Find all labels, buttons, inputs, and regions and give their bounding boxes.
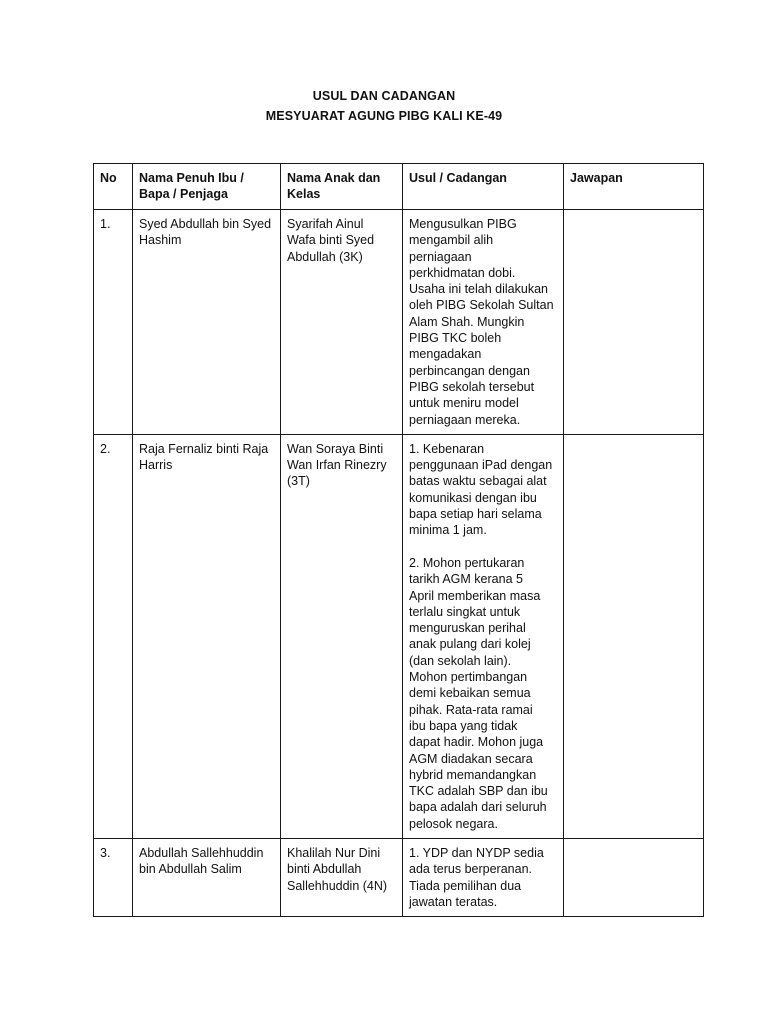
- cell-parent-name: Syed Abdullah bin Syed Hashim: [133, 210, 281, 435]
- header-parent-name: Nama Penuh Ibu / Bapa / Penjaga: [133, 164, 281, 210]
- cell-no: 3.: [94, 838, 133, 916]
- header-no: No: [94, 164, 133, 210]
- cell-child-name-class: Syarifah Ainul Wafa binti Syed Abdullah (3K): [281, 210, 403, 435]
- table-row: [94, 838, 704, 916]
- cell-proposal: 1. Kebenaran penggunaan iPad dengan batas waktu sebagai alat komunikasi dengan ibu bapa setiap hari selama minima 1 jam. 2. Mohon pertukaran tarikh AGM kerana 5 April memberikan masa terlalu singkat untuk menguruskan perihal anak pulang dari kolej (dan sekolah lain). Mohon pertimbangan demi kebaikan semua pihak. Rata-rata ramai ibu bapa yang tidak dapat hadir. Mohon juga AGM diadakan secara hybrid memandangkan TKC adalah SBP dan ibu bapa adalah dari seluruh pelosok negara.: [403, 434, 564, 838]
- cell-no: 1.: [94, 210, 133, 435]
- title-line-2: MESYUARAT AGUNG PIBG KALI KE-49: [265, 109, 503, 123]
- table-row: [94, 434, 704, 838]
- title-line-1: USUL DAN CADANGAN: [312, 89, 456, 103]
- cell-response: [564, 210, 704, 435]
- table-row: [94, 210, 704, 435]
- proposals-table: [93, 163, 704, 917]
- table-header-row: [94, 164, 704, 210]
- header-response: Jawapan: [564, 164, 704, 210]
- header-proposal: Usul / Cadangan: [403, 164, 564, 210]
- cell-no: 2.: [94, 434, 133, 838]
- cell-response: [564, 434, 704, 838]
- cell-response: [564, 838, 704, 916]
- header-child-name-class: Nama Anak dan Kelas: [281, 164, 403, 210]
- cell-parent-name: Abdullah Sallehhuddin bin Abdullah Salim: [133, 838, 281, 916]
- cell-proposal: 1. YDP dan NYDP sedia ada terus berperanan. Tiada pemilihan dua jawatan teratas.: [403, 838, 564, 916]
- cell-parent-name: Raja Fernaliz binti Raja Harris: [133, 434, 281, 838]
- cell-child-name-class: Khalilah Nur Dini binti Abdullah Sallehhuddin (4N): [281, 838, 403, 916]
- document-title: [0, 86, 768, 126]
- cell-child-name-class: Wan Soraya Binti Wan Irfan Rinezry (3T): [281, 434, 403, 838]
- cell-proposal: Mengusulkan PIBG mengambil alih perniagaan perkhidmatan dobi. Usaha ini telah dilakukan oleh PIBG Sekolah Sultan Alam Shah. Mungkin PIBG TKC boleh mengadakan perbincangan dengan PIBG sekolah tersebut untuk meniru model perniagaan mereka.: [403, 210, 564, 435]
